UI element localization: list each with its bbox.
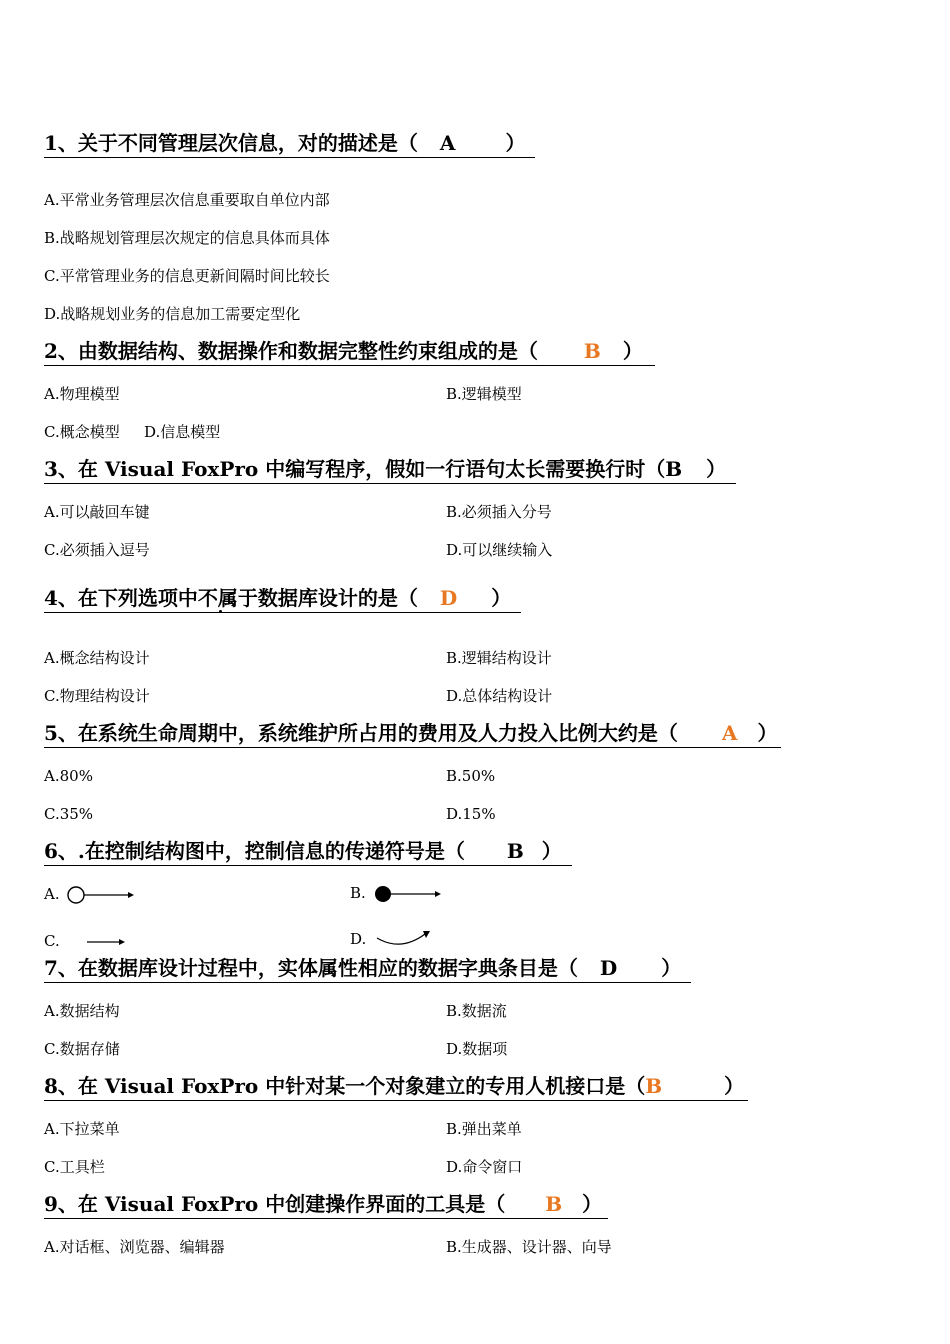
question-4-option-b: B.逻辑结构设计	[446, 649, 552, 667]
question-2-option-b: B.逻辑模型	[446, 385, 522, 403]
question-2-stem: 2、由数据结构、数据操作和数据完整性约束组成的是（ B ）	[44, 338, 655, 366]
question-5-option-a: A.80%	[44, 767, 93, 785]
question-5-option-c: C.35%	[44, 805, 94, 823]
question-5-stem: 5、在系统生命周期中，系统维护所占用的费用及人力投入比例大约是（ A ）	[44, 720, 781, 748]
question-6-option-a: A.	[44, 884, 134, 905]
question-4-option-d: D.总体结构设计	[446, 687, 553, 705]
question-7-stem: 7、在数据库设计过程中，实体属性相应的数据字典条目是（ D ）	[44, 955, 691, 983]
question-6-stem: 6、.在控制结构图中，控制信息的传递符号是（ B ）	[44, 838, 572, 866]
question-4-stem: 4、在下列选项中不属于数据库设计的是（ D ）	[44, 585, 521, 613]
question-3-option-a: A.可以敲回车键	[44, 503, 150, 521]
question-8-option-c: C.工具栏	[44, 1158, 105, 1176]
control-flow-open-circle-arrow-icon	[64, 885, 134, 905]
question-1-option-a: A.平常业务管理层次信息重要取自单位内部	[44, 191, 330, 209]
question-6-option-d: D.	[350, 929, 441, 950]
question-8-answer: B	[645, 1074, 663, 1098]
question-4-option-a: A.概念结构设计	[44, 649, 150, 667]
question-5-answer: A	[721, 721, 738, 745]
question-2-option-d: D.信息模型	[144, 423, 221, 441]
question-2-option-a: A.物理模型	[44, 385, 120, 403]
question-4-answer: D	[439, 586, 458, 610]
question-3-stem: 3、在 Visual FoxPro 中编写程序，假如一行语句太长需要换行时（B ）	[44, 456, 736, 484]
question-9-answer: B	[545, 1192, 563, 1216]
question-7-option-d: D.数据项	[446, 1040, 508, 1058]
question-1-answer: A	[439, 131, 456, 155]
question-6-answer: B	[506, 839, 524, 863]
question-5-option-d: D.15%	[446, 805, 496, 823]
question-4-option-c: C.物理结构设计	[44, 687, 150, 705]
question-8-option-b: B.弹出菜单	[446, 1120, 522, 1138]
question-7-answer: D	[599, 956, 618, 980]
question-7-option-b: B.数据流	[446, 1002, 507, 1020]
question-9-stem: 9、在 Visual FoxPro 中创建操作界面的工具是（ B ）	[44, 1191, 608, 1219]
question-8-option-d: D.命令窗口	[446, 1158, 523, 1176]
question-1-option-b: B.战略规划管理层次规定的信息具体而具体	[44, 229, 330, 247]
question-6-option-b: B.	[350, 883, 441, 904]
question-1-option-d: D.战略规划业务的信息加工需要定型化	[44, 305, 301, 323]
question-6-option-c: C.	[44, 931, 135, 952]
question-2-answer: B	[583, 339, 601, 363]
question-3-option-c: C.必须插入逗号	[44, 541, 150, 559]
question-7-option-c: C.数据存储	[44, 1040, 120, 1058]
question-3-answer: B	[665, 457, 683, 481]
straight-arrow-icon	[65, 932, 135, 952]
question-1-stem: 1、关于不同管理层次信息，对的描述是（ A ）	[44, 130, 535, 158]
question-9-option-a: A.对话框、浏览器、编辑器	[44, 1238, 225, 1256]
question-9-option-b: B.生成器、设计器、向导	[446, 1238, 612, 1256]
curved-arrow-icon	[371, 930, 441, 950]
question-7-option-a: A.数据结构	[44, 1002, 120, 1020]
emphasis-dot	[219, 610, 222, 613]
question-8-option-a: A.下拉菜单	[44, 1120, 120, 1138]
question-8-stem: 8、在 Visual FoxPro 中针对某一个对象建立的专用人机接口是（B ）	[44, 1073, 748, 1101]
control-flow-filled-circle-arrow-icon	[371, 884, 441, 904]
question-5-option-b: B.50%	[446, 767, 496, 785]
question-3-option-b: B.必须插入分号	[446, 503, 552, 521]
question-2-option-c: C.概念模型	[44, 423, 120, 441]
question-1-option-c: C.平常管理业务的信息更新间隔时间比较长	[44, 267, 330, 285]
question-3-option-d: D.可以继续输入	[446, 541, 553, 559]
